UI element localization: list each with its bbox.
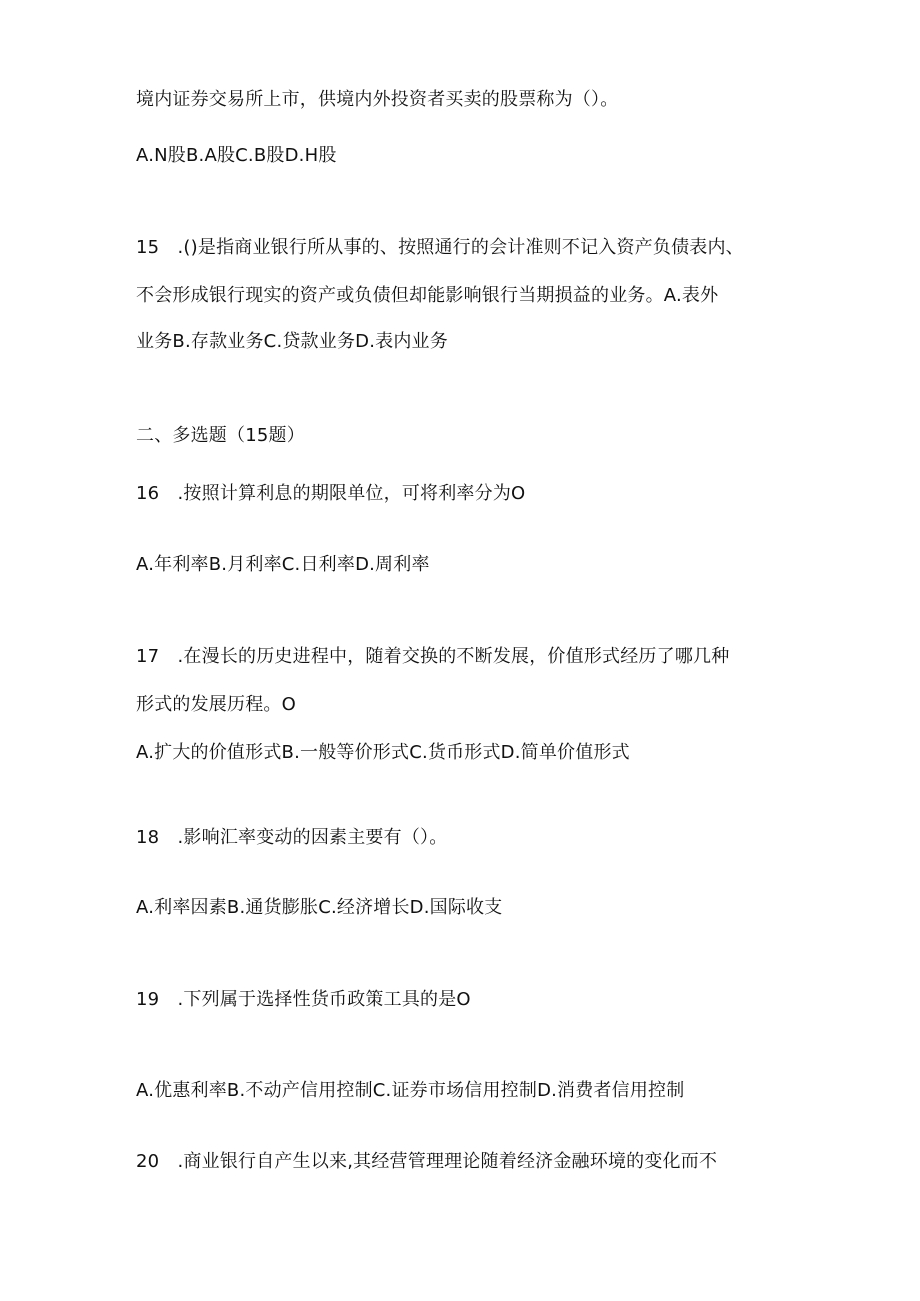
question-15-stem: 15 .()是指商业银行所从事的、按照通行的会计准则不记入资产负债表内、 (136, 237, 744, 258)
question-18-stem: 18 .影响汇率变动的因素主要有（）。 (136, 827, 448, 848)
question-14-stem-continued: 境内证券交易所上市，供境内外投资者买卖的股票称为（）。 (136, 89, 619, 110)
question-19-stem: 19 .下列属于选择性货币政策工具的是O (136, 989, 471, 1010)
question-15-options: 业务B.存款业务C.贷款业务D.表内业务 (136, 331, 448, 352)
question-14-options: A.N股B.A股C.B股D.H股 (136, 145, 337, 166)
question-19-options: A.优惠利率B.不动产信用控制C.证券市场信用控制D.消费者信用控制 (136, 1080, 685, 1101)
question-17-stem-line-2: 形式的发展历程。O (136, 694, 296, 715)
question-20-stem: 20 .商业银行自产生以来,其经营管理理论随着经济金融环境的变化而不 (136, 1151, 718, 1172)
question-16-stem: 16 .按照计算利息的期限单位，可将利率分为O (136, 483, 526, 504)
section-heading-multiple-choice: 二、多选题（15题） (136, 425, 305, 446)
question-17-options: A.扩大的价值形式B.一般等价形式C.货币形式D.简单价值形式 (136, 742, 630, 763)
question-18-options: A.利率因素B.通货膨胀C.经济增长D.国际收支 (136, 897, 503, 918)
question-16-options: A.年利率B.月利率C.日利率D.周利率 (136, 554, 430, 575)
question-15-stem-line-2: 不会形成银行现实的资产或负债但却能影响银行当期损益的业务。A.表外 (136, 285, 719, 306)
question-17-stem: 17 .在漫长的历史进程中，随着交换的不断发展，价值形式经历了哪几种 (136, 646, 730, 667)
